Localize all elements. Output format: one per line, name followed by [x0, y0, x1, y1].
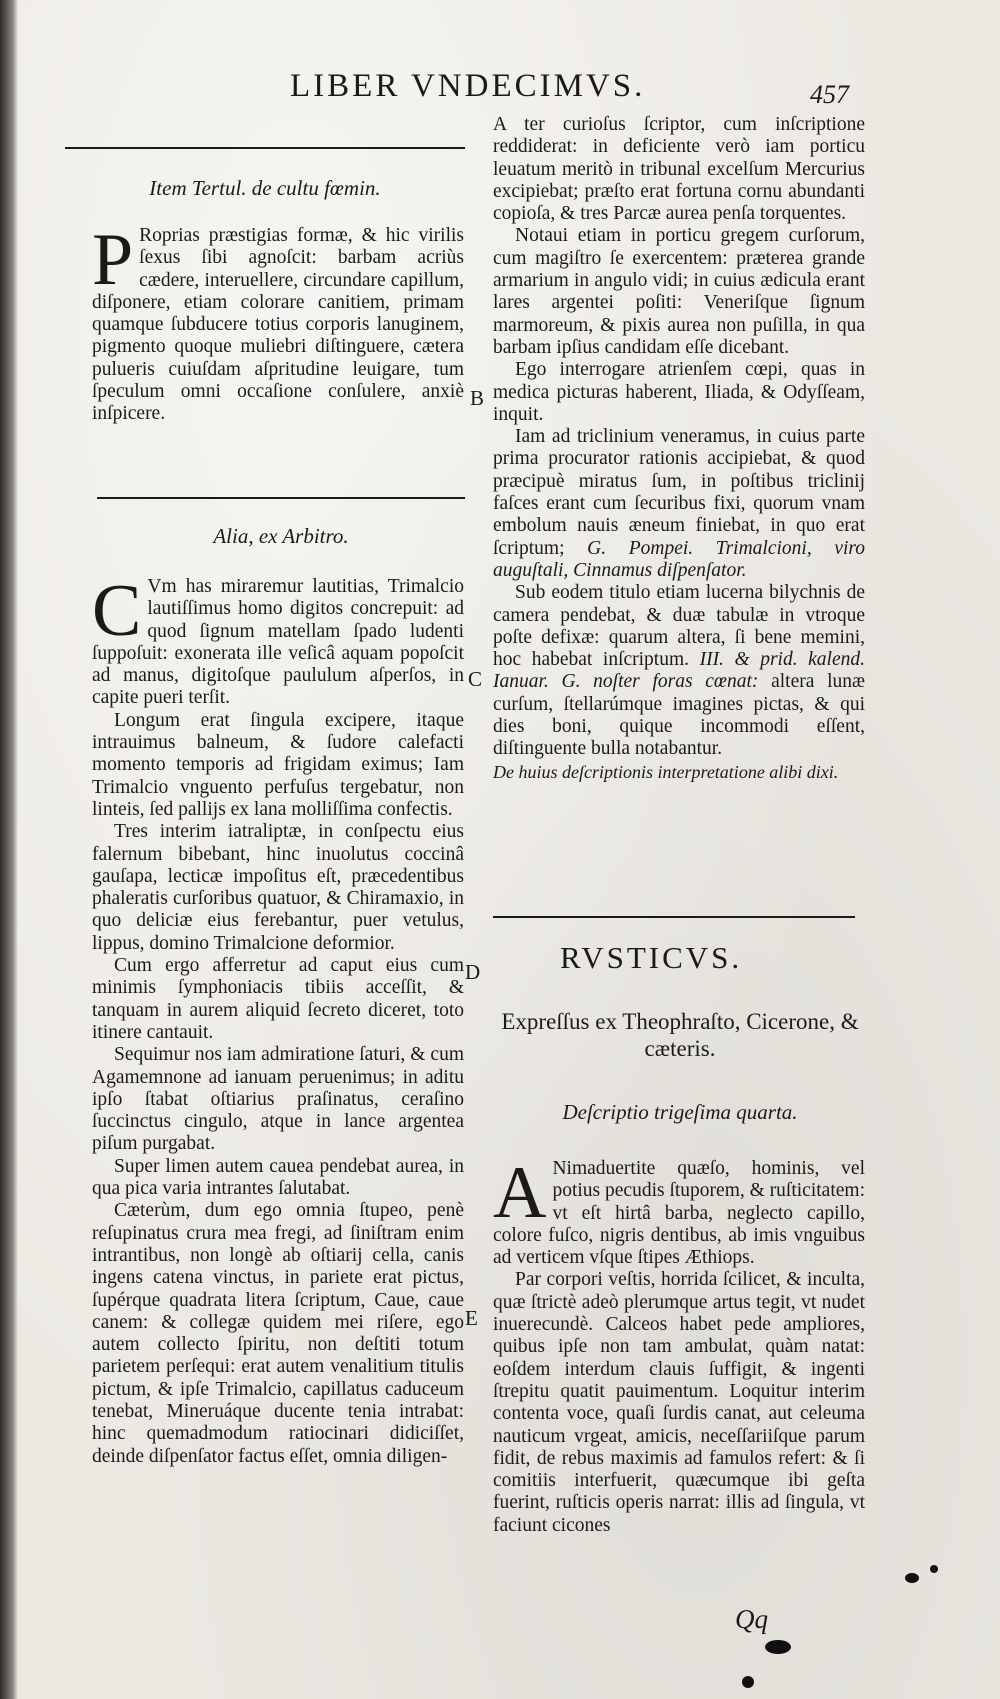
paragraph: Longum erat ſingula excipere, itaque intrauimus balneum, & ſudore calefacti momento temporis ad frigidam eximus; Iam Trimalcio vnguento perfuſus tergebatur, non linteis, ſed pallijs ex lana molliſſima confectis.	[92, 709, 464, 820]
paragraph: Sequimur nos iam admiratione ſaturi, & cum Agamemnone ad ianuam peruenimus; in aditu ipſo ſtabat oſtiarius praſinatus, ceraſino ſuccinctus cingulo, atque in lance argentea piſum purgabat.	[92, 1044, 464, 1155]
drop-cap: A	[493, 1152, 547, 1234]
page-number: 457	[810, 80, 849, 109]
paragraph: C Vm has miraremur lautitias, Trimalcio lautiſſimus homo digitos concrepuit: ad quod ſignum matellam ſpado ludenti ſuppoſuit: exonerata ille veſicâ aquam popoſcit ad manus, digitoſque paululum aſperſos, in capite pueri terſit.	[92, 570, 464, 709]
ink-blot	[905, 1573, 919, 1583]
margin-marker-d: D	[465, 960, 481, 984]
paragraph: Iam ad triclinium veneramus, in cuius parte prima procurator rationis accipiebat, & quod præcipuè miratus ſum, in poſtibus triclinij faſces erant cum ſecuribus fixi, quorum vnam embolum nauis æneum finiebat, in quo erat ſcriptum; G. Pompei. Trimalcioni, viro auguſtali, Cinnamus diſpenſator.	[493, 426, 866, 581]
margin-marker-e: E	[465, 1306, 478, 1330]
inscription-text: G. Pompei. Trimalcioni, viro auguſtali, Cinnamus diſpenſator.	[493, 537, 866, 581]
margin-marker-b: B	[470, 386, 485, 410]
running-head: LIBER VNDECIMVS.	[290, 68, 646, 104]
left-subtitle-arbiter: Alia, ex Arbitro.	[213, 524, 349, 548]
right-text-block-1	[493, 114, 865, 783]
ink-blot	[765, 1640, 791, 1654]
right-section-rule	[493, 916, 855, 918]
margin-marker-c: C	[468, 667, 483, 691]
section-subtitle: Expreſſus ex Theophraſto, Cicerone, & cæteris.	[501, 1009, 859, 1061]
paragraph: Cum ergo afferretur ad caput eius cum minimis ſymphoniacis tibiis acceſſit, & tanquam in aurem aliquid ſecreto diceret, toto itinere cantauit.	[92, 955, 464, 1043]
page-spine-shadow	[0, 0, 18, 1699]
paragraph: Notaui etiam in porticu gregem curſorum, cum magiſtro ſe exercentem: præterea grande armarium in angulo vidi; in cuius ædicula erant lares argentei poſiti: Veneriſque ſignum marmoreum, & pixis aurea non puſilla, in qua barbam ipſius candidam eſſe dicebant.	[493, 225, 865, 358]
ink-blot	[742, 1676, 754, 1688]
paragraph: Cæterùm, dum ego omnia ſtupeo, penè reſupinatus crura mea fregi, ad ſiniſtram enim intrantibus, non longè ab oſtiarij cella, canis ingens catena vinctus, in pariete erat pictus, ſupérque quadrata litera ſcriptum, Caue, caue canem: & collegæ quidem mei riſere, ego autem collecto ſpiritu, non deſtiti totum parietem perſequi: erat autem venalitium titulis pictum, & ipſe Trimalcio, capillatus caduceum tenebat, Mineruáque ducente tenia intrabat: hinc quemadmodum ratiocinari didiciſſet, deinde diſpenſator factus eſſet, omnia diligen-	[92, 1200, 464, 1467]
section-title: RVSTICVS.	[560, 940, 743, 975]
signature-mark: Qq	[735, 1604, 768, 1634]
left-mid-rule	[97, 497, 465, 499]
left-subtitle-tertullian: Item Tertul. de cultu fœmin.	[149, 176, 381, 200]
paragraph: A ter curioſus ſcriptor, cum inſcriptione reddiderat: in deficiente verò iam porticu leuatum meritò in tribunal excelſum Mercurius excipiebat; præſto erat fortuna cornu abundanti copioſa, & tres Parcæ aurea penſa torquentes.	[493, 114, 865, 225]
paragraph: Par corpori veſtis, horrida ſcilicet, & inculta, quæ ſtrictè adeò plerumque artus tegit, vt nudet inuerecundè. Calceos habet pede ampliores, quibus ipſe non tam ambulat, quàm natat: eoſdem interdum clauis ſuffigit, & ingenti ſtrepitu quatit pauimentum. Loquitur interim contenta voce, quaſi ſurdis canat, aut celeuma nauticum vrgeat, amicis, neceſſariiſque parum fidit, de rebus maximis ad famulos refert: & ſi comitiis interfuerit, quæcumque ibi geſta fuerint, ruſticis operis narrat: illis ad ſingula, vt faciunt cicones	[493, 1269, 865, 1536]
paragraph: P Roprias præstigias formæ, & hic virilis ſexus ſibi agnoſcit: barbam acriùs cædere, interuellere, circundare capillum, diſponere, etiam colorare canitiem, primam quamque ſubducere totius corporis lanuginem, pigmento quoque muliebri diſtinguere, cætera pulueris cuiuſdam aſpritudine leuigare, tum ſpeculum omni occaſione conſulere, anxiè inſpicere.	[92, 219, 464, 425]
left-text-block-1	[92, 219, 464, 426]
inscription-text: III. & prid. kalend. Ianuar. G. noſter foras cœnat:	[493, 649, 865, 693]
ink-blot	[930, 1565, 938, 1573]
footnote: De huius deſcriptionis interpretatione alibi dixi.	[493, 761, 839, 782]
paragraph: Tres interim iatraliptæ, in conſpectu eius falernum bibebant, hinc inuolutus coccinâ gauſapa, lecticæ impoſitus eſt, præcedentibus phaleratis curſoribus quatuor, & Chiramaxio, in quo deliciæ eius ferebantur, puer vetulus, lippus, domino Trimalcione deformior.	[92, 821, 464, 954]
paragraph: Super limen autem cauea pendebat aurea, in qua pica varia intrantes ſalutabat.	[92, 1155, 464, 1200]
description-heading: Deſcriptio trigeſima quarta.	[562, 1100, 798, 1124]
left-top-rule	[65, 147, 465, 149]
drop-cap: C	[92, 570, 142, 652]
paragraph: Sub eodem titulo etiam lucerna bilychnis de camera pendebat, & duæ tabulæ in vtroque poſte defixæ: quarum altera, ſi bene memini, hoc habebat inſcriptum. III. & prid. kalend. Ianuar. G. noſter foras cœnat: altera lunæ curſum, ſtellarúmque imagines pictas, & qui dies boni, quique incommodi eſſent, diſtinguente bulla notabantur.	[493, 582, 866, 760]
right-text-block-2	[493, 1152, 865, 1537]
paragraph: Ego interrogare atrienſem cœpi, quas in medica picturas haberent, Iliada, & Odyſſeam, inquit.	[493, 359, 865, 425]
left-text-block-2	[92, 570, 464, 1468]
drop-cap: P	[92, 219, 134, 301]
paragraph: A Nimaduertite quæſo, hominis, vel potius pecudis ſtuporem, & ruſticitatem: vt eſt hirtâ barba, neglecto capillo, colore fuſco, nigris dentibus, ab imis vnguibus ad verticem vſque ſtipes Æthiops.	[493, 1152, 865, 1269]
